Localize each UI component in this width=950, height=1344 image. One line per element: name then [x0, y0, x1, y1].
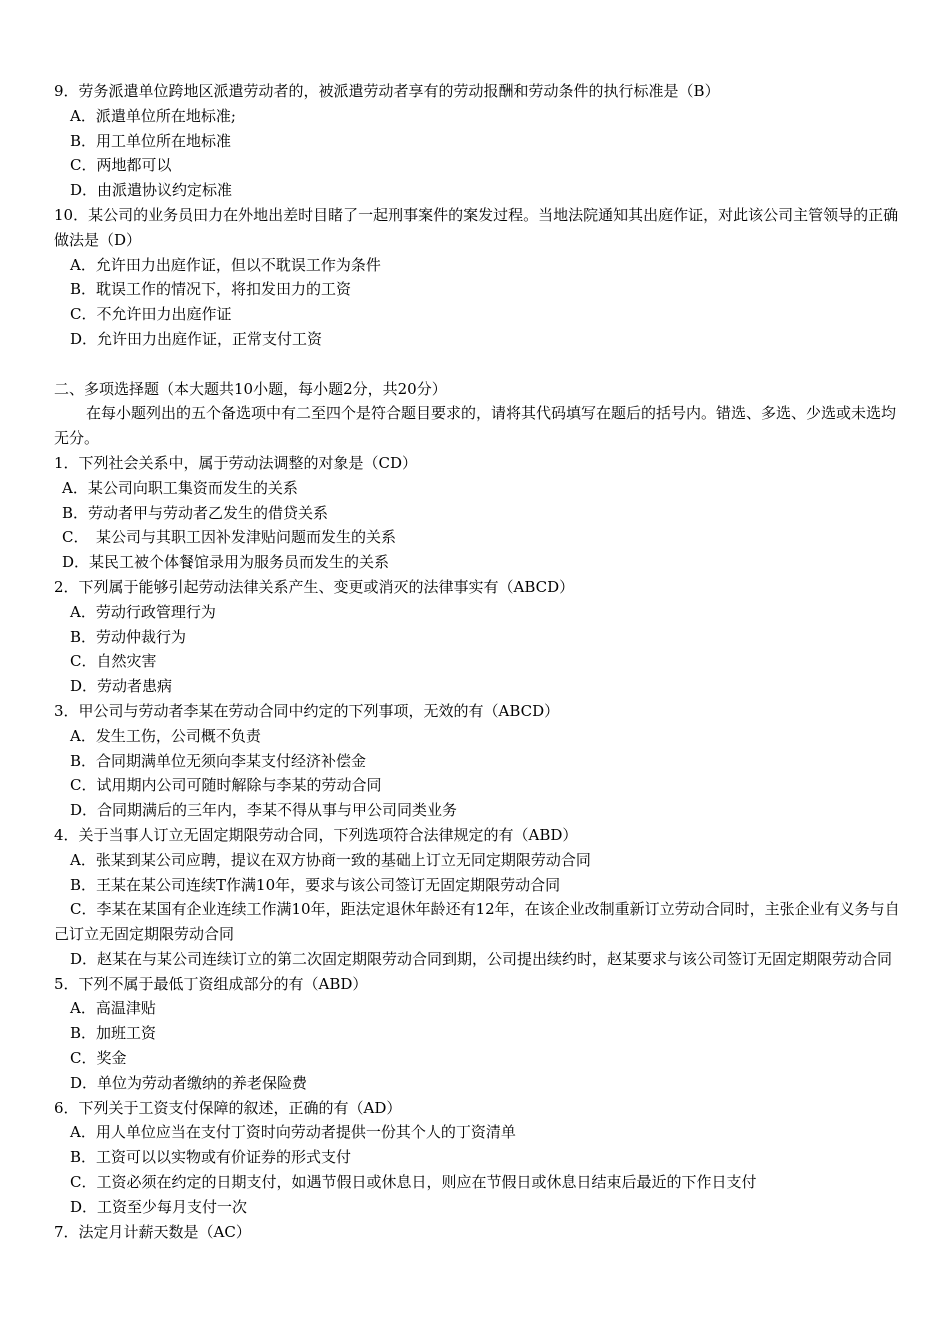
option-text: D．由派遣协议约定标准 [70, 181, 233, 200]
option-text: A．高温津贴 [70, 999, 156, 1018]
option-text: D．某民工被个体餐馆录用为服务员而发生的关系 [62, 553, 390, 572]
option-text: B．加班工资 [70, 1024, 157, 1043]
option-text: A．张某到某公司应聘，提议在双方协商一致的基础上订立无同定期限劳动合同 [70, 850, 591, 869]
option-text: B．王某在某公司连续T作满10年，要求与该公司签订无固定期限劳动合同 [70, 875, 561, 894]
option-text: C．自然灾害 [70, 652, 157, 671]
option-text: C． 某公司与其职工因补发津贴问题而发生的关系 [62, 528, 396, 547]
question-text: 4．关于当事人订立无固定期限劳动合同，下列选项符合法律规定的有（ABD） [54, 825, 578, 844]
option-text: D．合同期满后的三年内，李某不得从事与甲公司同类业务 [70, 801, 458, 820]
section-instructions: 在每小题列出的五个备选项中有二至四个是符合题目要求的，请将其代码填写在题后的括号内。错选、多选、少选或未选均无分。 [54, 404, 897, 448]
question-text: 9．劳务派遣单位跨地区派遣劳动者的，被派遣劳动者享有的劳动报酬和劳动条件的执行标准是（B） [54, 82, 720, 100]
question-text: 1．下列社会关系中，属于劳动法调整的对象是（CD） [54, 453, 418, 472]
option-text: B．用工单位所在地标准 [70, 131, 232, 150]
question-text: 二、多项选择题（本大题共10小题，每小题2分，共20分） [54, 379, 447, 398]
option-text: D．单位为劳动者缴纳的养老保险费 [70, 1073, 308, 1092]
option-text: B．耽误工作的情况下，将扣发田力的工资 [70, 280, 352, 299]
question-text: 10．某公司的业务员田力在外地出差时目睹了一起刑事案件的案发过程。当地法院通知其出庭作证，对此该公司主管领导的正确做法是（D） [54, 205, 899, 249]
question-text: 6．下列关于工资支付保障的叙述，正确的有（AD） [54, 1098, 402, 1117]
option-text: D．工资至少每月支付一次 [70, 1197, 248, 1216]
question-text: 3．甲公司与劳动者李某在劳动合同中约定的下列事项，无效的有（ABCD） [54, 701, 560, 720]
option-text: D．允许田力出庭作证，正常支付工资 [70, 329, 323, 348]
option-text: D．赵某在与某公司连续订立的第二次固定期限劳动合同到期，公司提出续约时，赵某要求与该公司签订无固定期限劳动合同 [70, 949, 893, 968]
document-page [54, 79, 900, 1244]
option-text: C．奖金 [70, 1049, 127, 1068]
option-text: B．劳动者甲与劳动者乙发生的借贷关系 [62, 503, 329, 522]
option-text: C．试用期内公司可随时解除与李某的劳动合同 [70, 776, 382, 795]
option-text: D．劳动者患病 [70, 677, 173, 696]
option-text: C．工资必须在约定的日期支付，如遇节假日或休息日，则应在节假日或休息日结束后最近的下作日支付 [70, 1173, 757, 1192]
option-text: A．劳动行政管理行为 [70, 602, 216, 621]
question-text: 7．法定月计薪天数是（AC） [54, 1222, 251, 1241]
option-text: C．两地都可以 [70, 156, 172, 175]
option-text: A．允许田力出庭作证，但以不耽误工作为条件 [70, 255, 381, 274]
option-text: B．工资可以以实物或有价证券的形式支付 [70, 1148, 352, 1167]
option-text: C．不允许田力出庭作证 [70, 305, 232, 324]
option-text: A．派遣单位所在地标准; [70, 106, 236, 125]
spacer [54, 352, 900, 377]
option-text: C．李某在某国有企业连续工作满10年，距法定退休年龄还有12年，在该企业改制重新订立劳动合同时，主张企业有义务与自己订立无固定期限劳动合同 [54, 900, 900, 944]
option-text: A．某公司向职工集资而发生的关系 [62, 478, 298, 497]
option-text: A．用人单位应当在支付丁资时向劳动者提供一份其个人的丁资清单 [70, 1123, 516, 1142]
question-text: 5．下列不属于最低丁资组成部分的有（ABD） [54, 974, 368, 993]
option-text: B．劳动仲裁行为 [70, 627, 187, 646]
option-text: B．合同期满单位无须向李某支付经济补偿金 [70, 751, 367, 770]
question-text: 2．下列属于能够引起劳动法律关系产生、变更或消灭的法律事实有（ABCD） [54, 577, 575, 596]
option-text: A．发生工伤，公司概不负责 [70, 726, 261, 745]
